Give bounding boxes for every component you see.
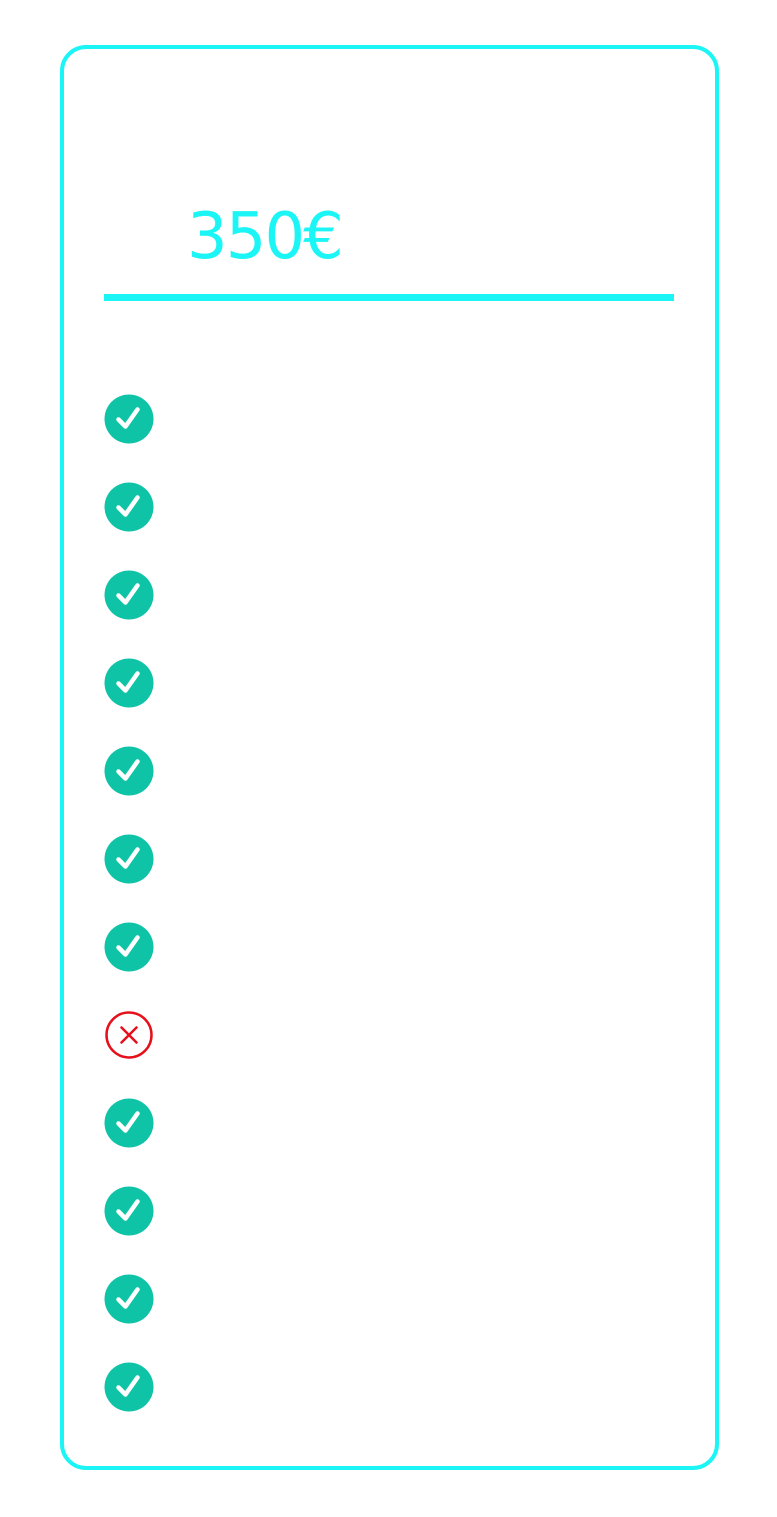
feature-item [104, 482, 674, 570]
feature-item [104, 1098, 674, 1186]
feature-item [104, 570, 674, 658]
check-circle-icon [104, 1186, 154, 1236]
feature-item [104, 1274, 674, 1362]
check-circle-icon [104, 1098, 154, 1148]
price-divider [104, 294, 674, 301]
feature-item [104, 1010, 674, 1098]
check-circle-icon [104, 922, 154, 972]
feature-item [104, 394, 674, 482]
check-circle-icon [104, 746, 154, 796]
feature-item [104, 922, 674, 1010]
plan-price: 350€ [187, 200, 342, 274]
feature-item [104, 746, 674, 834]
feature-list [104, 394, 674, 1450]
feature-item [104, 834, 674, 922]
check-circle-icon [104, 482, 154, 532]
check-circle-icon [104, 658, 154, 708]
feature-item [104, 1362, 674, 1450]
feature-item [104, 658, 674, 746]
cross-circle-icon [104, 1010, 154, 1060]
check-circle-icon [104, 570, 154, 620]
feature-item [104, 1186, 674, 1274]
check-circle-icon [104, 394, 154, 444]
check-circle-icon [104, 1274, 154, 1324]
pricing-card [60, 45, 719, 1470]
check-circle-icon [104, 1362, 154, 1412]
check-circle-icon [104, 834, 154, 884]
